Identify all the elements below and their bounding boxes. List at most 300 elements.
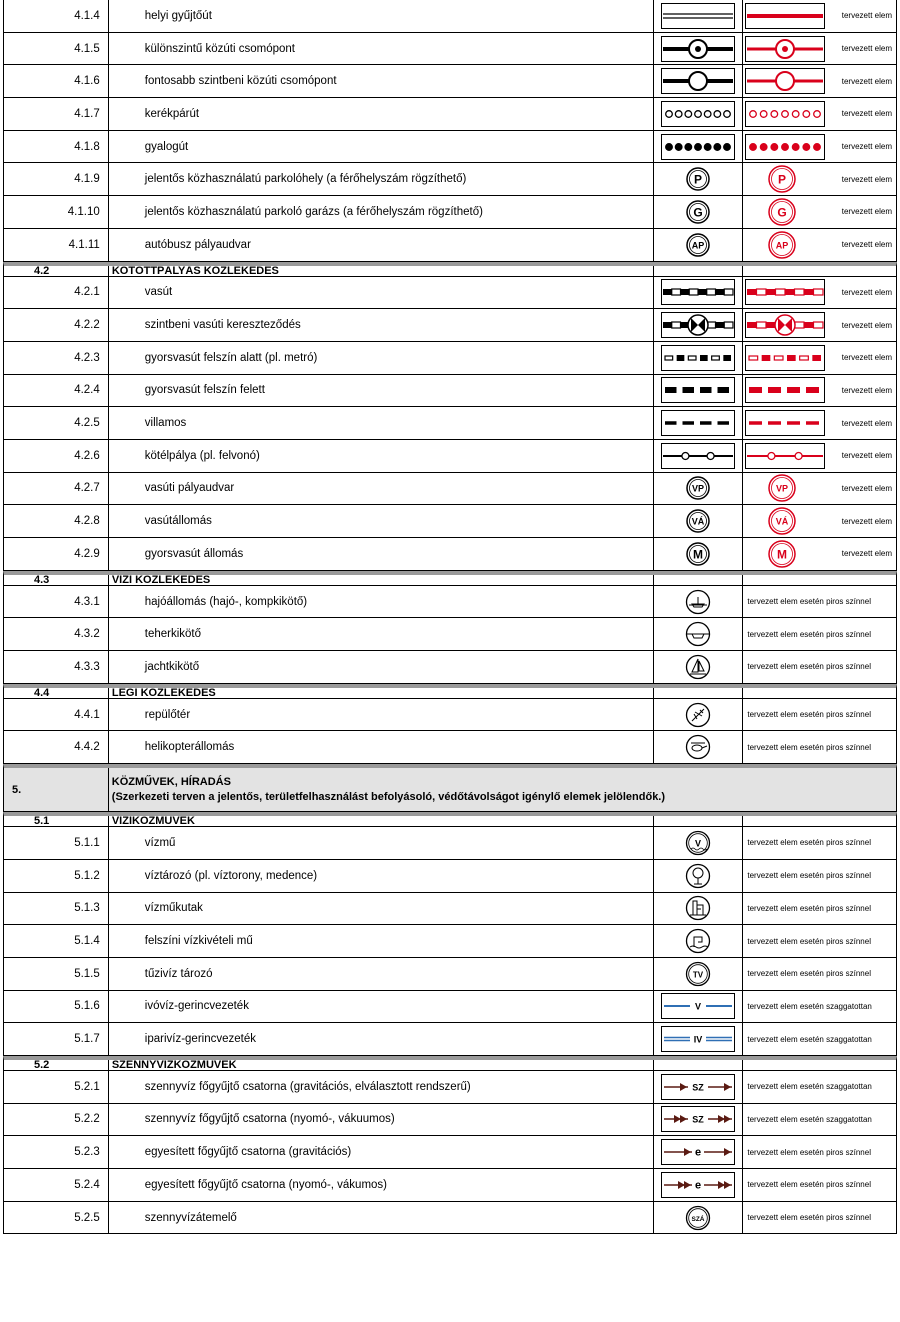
row-code: 5.1.7 bbox=[4, 1023, 109, 1055]
sewer-symbol bbox=[661, 1139, 735, 1165]
badge-symbol bbox=[685, 475, 711, 501]
badge-symbol bbox=[685, 232, 711, 258]
planned-symbol-cell bbox=[743, 375, 896, 407]
legend-row bbox=[3, 33, 897, 66]
line-symbol bbox=[661, 36, 735, 62]
section-header-row bbox=[3, 812, 897, 827]
row-code: 4.4.1 bbox=[4, 699, 109, 731]
row-label: gyorsvasút felszín alatt (pl. metró) bbox=[109, 342, 654, 374]
planned-symbol-cell bbox=[743, 65, 896, 97]
icon-symbol bbox=[685, 961, 711, 987]
existing-symbol-cell bbox=[654, 375, 744, 407]
existing-symbol-cell bbox=[654, 958, 744, 990]
planned-tag: tervezett elem bbox=[841, 418, 892, 428]
line-symbol bbox=[745, 443, 825, 469]
row-code: 5.1.5 bbox=[4, 958, 109, 990]
svg-text:SZ: SZ bbox=[692, 1114, 704, 1125]
planned-symbol-cell bbox=[743, 98, 896, 130]
existing-symbol-cell bbox=[654, 651, 744, 683]
svg-text:V: V bbox=[694, 1001, 701, 1012]
planned-tag: tervezett elem bbox=[841, 44, 892, 54]
planned-note: tervezett elem esetén piros színnel bbox=[747, 597, 871, 607]
pipe-symbol bbox=[661, 993, 735, 1019]
planned-symbol-cell bbox=[743, 505, 896, 537]
badge-text: AP bbox=[776, 240, 789, 251]
sewer-symbol bbox=[661, 1074, 735, 1100]
legend-row bbox=[3, 1136, 897, 1169]
row-label: jelentős közhasználatú parkoló garázs (a férőhelyszám rögzíthető) bbox=[109, 196, 654, 228]
line-symbol bbox=[745, 377, 825, 403]
row-code: 4.3.2 bbox=[4, 618, 109, 650]
planned-tag: tervezett elem bbox=[841, 451, 892, 461]
row-code: 4.3.3 bbox=[4, 651, 109, 683]
line-symbol bbox=[745, 101, 825, 127]
legend-row bbox=[3, 505, 897, 538]
row-code: 5.2.5 bbox=[4, 1202, 109, 1234]
legend-row bbox=[3, 440, 897, 473]
planned-note: tervezett elem esetén piros színnel bbox=[747, 903, 871, 913]
planned-symbol-cell bbox=[743, 586, 896, 618]
planned-symbol-cell bbox=[743, 1023, 896, 1055]
existing-symbol-cell bbox=[654, 1060, 744, 1070]
badge-symbol bbox=[685, 166, 711, 192]
legend-row bbox=[3, 407, 897, 440]
sewer-symbol bbox=[661, 1106, 735, 1132]
existing-symbol-cell bbox=[654, 699, 744, 731]
existing-symbol-cell bbox=[654, 0, 744, 32]
planned-symbol-cell bbox=[743, 407, 896, 439]
svg-text:SZ: SZ bbox=[692, 1082, 704, 1093]
row-label: autóbusz pályaudvar bbox=[109, 229, 654, 261]
row-label: gyalogút bbox=[109, 131, 654, 163]
row-code: 4.2.6 bbox=[4, 440, 109, 472]
legend-row bbox=[3, 827, 897, 860]
planned-symbol-cell bbox=[743, 196, 896, 228]
line-symbol bbox=[745, 68, 825, 94]
line-symbol bbox=[661, 134, 735, 160]
row-code: 4.1.5 bbox=[4, 33, 109, 65]
svg-text:e: e bbox=[694, 1179, 702, 1192]
legend-row bbox=[3, 1023, 897, 1056]
row-label: szennyvíz főgyűjtő csatorna (nyomó-, vákuumos) bbox=[109, 1104, 654, 1136]
row-label: felszíni vízkivételi mű bbox=[109, 925, 654, 957]
planned-symbol-cell bbox=[743, 1071, 896, 1103]
legend-row bbox=[3, 1202, 897, 1235]
planned-symbol-cell bbox=[743, 816, 896, 826]
planned-note: tervezett elem esetén piros színnel bbox=[747, 936, 871, 946]
row-code: 5. bbox=[4, 768, 109, 811]
line-symbol bbox=[661, 68, 735, 94]
icon-symbol bbox=[685, 734, 711, 760]
existing-symbol-cell bbox=[654, 586, 744, 618]
legend-row bbox=[3, 893, 897, 926]
icon-symbol bbox=[685, 1205, 711, 1231]
line-symbol bbox=[661, 410, 735, 436]
row-label: kerékpárút bbox=[109, 98, 654, 130]
section-title: VÍZI KÖZLEKEDÉS bbox=[109, 575, 654, 585]
icon-symbol bbox=[685, 654, 711, 680]
planned-note: tervezett elem esetén piros színnel bbox=[747, 1180, 871, 1190]
badge-text: VP bbox=[691, 483, 704, 494]
planned-symbol-cell bbox=[743, 277, 896, 309]
existing-symbol-cell bbox=[654, 65, 744, 97]
row-code: 4.3 bbox=[4, 575, 109, 585]
row-label: kötélpálya (pl. felvonó) bbox=[109, 440, 654, 472]
section-header-row bbox=[3, 571, 897, 586]
line-symbol bbox=[745, 3, 825, 29]
badge-text: M bbox=[692, 547, 703, 562]
planned-symbol-cell bbox=[743, 266, 896, 276]
planned-symbol-cell bbox=[743, 699, 896, 731]
planned-symbol-cell bbox=[743, 1169, 896, 1201]
legend-row bbox=[3, 163, 897, 196]
legend-table bbox=[3, 0, 897, 1234]
legend-row bbox=[3, 860, 897, 893]
planned-tag: tervezett elem bbox=[841, 385, 892, 395]
row-label: jelentős közhasználatú parkolóhely (a férőhelyszám rögzíthető) bbox=[109, 163, 654, 195]
row-code: 4.2.5 bbox=[4, 407, 109, 439]
existing-symbol-cell bbox=[654, 309, 744, 341]
svg-text:SZÁ: SZÁ bbox=[691, 1215, 705, 1223]
existing-symbol-cell bbox=[654, 1169, 744, 1201]
planned-note: tervezett elem esetén piros színnel bbox=[747, 1213, 871, 1223]
planned-symbol-cell bbox=[743, 688, 896, 698]
row-code: 4.2.8 bbox=[4, 505, 109, 537]
badge-text: M bbox=[777, 547, 788, 562]
chapter-header-row bbox=[3, 764, 897, 812]
row-label: ivóvíz-gerincvezeték bbox=[109, 991, 654, 1023]
planned-note: tervezett elem esetén szaggatottan bbox=[747, 1001, 872, 1011]
sewer-symbol bbox=[661, 1172, 735, 1198]
row-code: 5.1.2 bbox=[4, 860, 109, 892]
section-title: LÉGI KÖZLEKEDÉS bbox=[109, 688, 654, 698]
svg-text:V: V bbox=[694, 838, 701, 849]
row-label: gyorsvasút felszín felett bbox=[109, 375, 654, 407]
planned-note: tervezett elem esetén szaggatottan bbox=[747, 1114, 872, 1124]
row-code: 5.2.2 bbox=[4, 1104, 109, 1136]
planned-note: tervezett elem esetén piros színnel bbox=[747, 871, 871, 881]
line-symbol bbox=[745, 134, 825, 160]
line-symbol bbox=[745, 410, 825, 436]
planned-symbol-cell bbox=[743, 925, 896, 957]
existing-symbol-cell bbox=[654, 440, 744, 472]
planned-symbol-cell bbox=[743, 1060, 896, 1070]
icon-symbol bbox=[685, 863, 711, 889]
badge-text: G bbox=[777, 205, 788, 220]
line-symbol bbox=[661, 443, 735, 469]
existing-symbol-cell bbox=[654, 860, 744, 892]
section-header-row bbox=[3, 262, 897, 277]
planned-symbol-cell bbox=[743, 1104, 896, 1136]
existing-symbol-cell bbox=[654, 816, 744, 826]
planned-note: tervezett elem esetén piros színnel bbox=[747, 662, 871, 672]
pipe-symbol bbox=[661, 1026, 735, 1052]
planned-symbol-cell bbox=[743, 163, 896, 195]
row-label: helikopterállomás bbox=[109, 731, 654, 763]
planned-note: tervezett elem esetén piros színnel bbox=[747, 629, 871, 639]
icon-symbol bbox=[685, 830, 711, 856]
planned-tag: tervezett elem bbox=[841, 109, 892, 119]
badge-symbol bbox=[767, 164, 797, 194]
existing-symbol-cell bbox=[654, 1136, 744, 1168]
legend-row bbox=[3, 277, 897, 310]
existing-symbol-cell bbox=[654, 163, 744, 195]
planned-tag: tervezett elem bbox=[841, 76, 892, 86]
existing-symbol-cell bbox=[654, 1104, 744, 1136]
line-symbol bbox=[745, 36, 825, 62]
planned-symbol-cell bbox=[743, 575, 896, 585]
planned-symbol-cell bbox=[743, 440, 896, 472]
existing-symbol-cell bbox=[654, 538, 744, 570]
badge-symbol bbox=[767, 506, 797, 536]
existing-symbol-cell bbox=[654, 98, 744, 130]
planned-tag: tervezett elem bbox=[841, 207, 892, 217]
planned-note: tervezett elem esetén piros színnel bbox=[747, 838, 871, 848]
planned-tag: tervezett elem bbox=[841, 353, 892, 363]
row-code: 4.1.7 bbox=[4, 98, 109, 130]
existing-symbol-cell bbox=[654, 266, 744, 276]
planned-tag: tervezett elem bbox=[841, 11, 892, 21]
legend-row bbox=[3, 1169, 897, 1202]
line-symbol bbox=[661, 101, 735, 127]
line-symbol bbox=[745, 279, 825, 305]
legend-row bbox=[3, 925, 897, 958]
planned-symbol-cell bbox=[743, 229, 896, 261]
row-code: 4.2.1 bbox=[4, 277, 109, 309]
planned-symbol-cell bbox=[743, 538, 896, 570]
row-label: villamos bbox=[109, 407, 654, 439]
planned-note: tervezett elem esetén piros színnel bbox=[747, 969, 871, 979]
planned-note: tervezett elem esetén piros színnel bbox=[747, 710, 871, 720]
existing-symbol-cell bbox=[654, 827, 744, 859]
existing-symbol-cell bbox=[654, 1023, 744, 1055]
row-label: egyesített főgyűjtő csatorna (nyomó-, vákumos) bbox=[109, 1169, 654, 1201]
svg-text:e: e bbox=[694, 1146, 702, 1159]
legend-row bbox=[3, 65, 897, 98]
row-code: 5.2.3 bbox=[4, 1136, 109, 1168]
planned-symbol-cell bbox=[743, 342, 896, 374]
line-symbol bbox=[661, 279, 735, 305]
badge-symbol bbox=[767, 473, 797, 503]
existing-symbol-cell bbox=[654, 925, 744, 957]
legend-row bbox=[3, 699, 897, 732]
planned-tag: tervezett elem bbox=[841, 516, 892, 526]
row-label: víztározó (pl. víztorony, medence) bbox=[109, 860, 654, 892]
existing-symbol-cell bbox=[654, 731, 744, 763]
existing-symbol-cell bbox=[654, 277, 744, 309]
planned-symbol-cell bbox=[743, 860, 896, 892]
row-label: gyorsvasút állomás bbox=[109, 538, 654, 570]
row-code: 4.2 bbox=[4, 266, 109, 276]
row-code: 4.1.4 bbox=[4, 0, 109, 32]
row-code: 4.2.2 bbox=[4, 309, 109, 341]
row-label: hajóállomás (hajó-, kompkikötő) bbox=[109, 586, 654, 618]
legend-row bbox=[3, 98, 897, 131]
existing-symbol-cell bbox=[654, 1071, 744, 1103]
row-code: 5.2 bbox=[4, 1060, 109, 1070]
row-code: 4.1.8 bbox=[4, 131, 109, 163]
row-label: iparivíz-gerincvezeték bbox=[109, 1023, 654, 1055]
badge-symbol bbox=[767, 539, 797, 569]
legend-row bbox=[3, 618, 897, 651]
icon-symbol bbox=[685, 621, 711, 647]
existing-symbol-cell bbox=[654, 229, 744, 261]
legend-row bbox=[3, 0, 897, 33]
existing-symbol-cell bbox=[654, 407, 744, 439]
legend-row bbox=[3, 586, 897, 619]
row-label: különszintű közúti csomópont bbox=[109, 33, 654, 65]
row-label: repülőtér bbox=[109, 699, 654, 731]
planned-note: tervezett elem esetén szaggatottan bbox=[747, 1034, 872, 1044]
planned-tag: tervezett elem bbox=[841, 549, 892, 559]
planned-symbol-cell bbox=[743, 1202, 896, 1234]
badge-text: P bbox=[693, 172, 702, 187]
existing-symbol-cell bbox=[654, 131, 744, 163]
badge-text: VÁ bbox=[776, 516, 789, 527]
row-code: 4.1.9 bbox=[4, 163, 109, 195]
line-symbol bbox=[661, 3, 735, 29]
planned-tag: tervezett elem bbox=[841, 483, 892, 493]
line-symbol bbox=[661, 377, 735, 403]
existing-symbol-cell bbox=[654, 688, 744, 698]
legend-row bbox=[3, 229, 897, 262]
planned-note: tervezett elem esetén piros színnel bbox=[747, 742, 871, 752]
badge-symbol bbox=[685, 541, 711, 567]
row-code: 4.1.10 bbox=[4, 196, 109, 228]
legend-row bbox=[3, 538, 897, 571]
planned-symbol-cell bbox=[743, 893, 896, 925]
row-label: egyesített főgyűjtő csatorna (gravitációs) bbox=[109, 1136, 654, 1168]
planned-symbol-cell bbox=[743, 309, 896, 341]
row-code: 4.1.6 bbox=[4, 65, 109, 97]
icon-symbol bbox=[685, 895, 711, 921]
legend-row bbox=[3, 651, 897, 684]
planned-symbol-cell bbox=[743, 1136, 896, 1168]
existing-symbol-cell bbox=[654, 991, 744, 1023]
legend-row bbox=[3, 1104, 897, 1137]
planned-tag: tervezett elem bbox=[841, 142, 892, 152]
row-label: vasút bbox=[109, 277, 654, 309]
badge-text: VÁ bbox=[691, 516, 705, 527]
planned-symbol-cell bbox=[743, 0, 896, 32]
row-label: teherkikötő bbox=[109, 618, 654, 650]
section-title: SZENNYVÍZKÖZMŰVEK bbox=[109, 1060, 654, 1070]
planned-symbol-cell bbox=[743, 827, 896, 859]
chapter-note: (Szerkezeti terven a jelentős, területfelhasználást befolyásoló, védőtávolságot igénylő elemek jelölendők.) bbox=[111, 790, 666, 803]
badge-symbol bbox=[685, 508, 711, 534]
legend-row bbox=[3, 473, 897, 506]
legend-row bbox=[3, 1071, 897, 1104]
row-code: 5.1.6 bbox=[4, 991, 109, 1023]
row-label: szintbeni vasúti kereszteződés bbox=[109, 309, 654, 341]
legend-row bbox=[3, 991, 897, 1024]
row-label: fontosabb szintbeni közúti csomópont bbox=[109, 65, 654, 97]
legend-row bbox=[3, 309, 897, 342]
existing-symbol-cell bbox=[654, 473, 744, 505]
existing-symbol-cell bbox=[654, 893, 744, 925]
planned-symbol-cell bbox=[743, 33, 896, 65]
legend-row bbox=[3, 731, 897, 764]
existing-symbol-cell bbox=[654, 505, 744, 537]
row-label: vízmű bbox=[109, 827, 654, 859]
section-header-row bbox=[3, 684, 897, 699]
legend-row bbox=[3, 958, 897, 991]
icon-symbol bbox=[685, 589, 711, 615]
existing-symbol-cell bbox=[654, 1202, 744, 1234]
row-code: 5.1.4 bbox=[4, 925, 109, 957]
planned-note: tervezett elem esetén piros színnel bbox=[747, 1147, 871, 1157]
badge-text: VP bbox=[776, 483, 789, 494]
planned-symbol-cell bbox=[743, 958, 896, 990]
badge-text: G bbox=[693, 205, 703, 220]
row-code: 5.2.1 bbox=[4, 1071, 109, 1103]
line-symbol bbox=[661, 312, 735, 338]
row-code: 4.2.7 bbox=[4, 473, 109, 505]
row-code: 5.1.1 bbox=[4, 827, 109, 859]
row-code: 5.1.3 bbox=[4, 893, 109, 925]
planned-symbol-cell bbox=[743, 731, 896, 763]
existing-symbol-cell bbox=[654, 342, 744, 374]
planned-tag: tervezett elem bbox=[841, 174, 892, 184]
planned-tag: tervezett elem bbox=[841, 320, 892, 330]
row-code: 5.1 bbox=[4, 816, 109, 826]
row-code: 4.3.1 bbox=[4, 586, 109, 618]
row-label: szennyvíz főgyűjtő csatorna (gravitációs, elválasztott rendszerű) bbox=[109, 1071, 654, 1103]
chapter-label: KÖZMŰVEK, HÍRADÁS bbox=[111, 775, 231, 788]
planned-symbol-cell bbox=[743, 651, 896, 683]
existing-symbol-cell bbox=[654, 33, 744, 65]
badge-symbol bbox=[685, 199, 711, 225]
section-header-row bbox=[3, 1056, 897, 1071]
badge-symbol bbox=[767, 197, 797, 227]
row-label: szennyvízátemelő bbox=[109, 1202, 654, 1234]
existing-symbol-cell bbox=[654, 618, 744, 650]
line-symbol bbox=[745, 312, 825, 338]
existing-symbol-cell bbox=[654, 575, 744, 585]
row-code: 4.2.4 bbox=[4, 375, 109, 407]
row-label: tűzivíz tározó bbox=[109, 958, 654, 990]
planned-tag: tervezett elem bbox=[841, 240, 892, 250]
legend-row bbox=[3, 375, 897, 408]
line-symbol bbox=[661, 345, 735, 371]
chapter-title bbox=[109, 768, 896, 811]
existing-symbol-cell bbox=[654, 196, 744, 228]
icon-symbol bbox=[685, 702, 711, 728]
row-code: 4.4 bbox=[4, 688, 109, 698]
row-label: vasúti pályaudvar bbox=[109, 473, 654, 505]
row-code: 4.1.11 bbox=[4, 229, 109, 261]
row-code: 4.4.2 bbox=[4, 731, 109, 763]
section-title: VÍZIKÖZMŰVEK bbox=[109, 816, 654, 826]
row-code: 5.2.4 bbox=[4, 1169, 109, 1201]
legend-row bbox=[3, 342, 897, 375]
row-code: 4.2.3 bbox=[4, 342, 109, 374]
planned-symbol-cell bbox=[743, 131, 896, 163]
row-label: helyi gyűjtőút bbox=[109, 0, 654, 32]
row-code: 4.2.9 bbox=[4, 538, 109, 570]
svg-text:IV: IV bbox=[693, 1034, 703, 1045]
section-title: KÖTÖTTPÁLYÁS KÖZLEKEDÉS bbox=[109, 266, 654, 276]
svg-text:TV: TV bbox=[692, 970, 704, 980]
planned-symbol-cell bbox=[743, 991, 896, 1023]
legend-row bbox=[3, 196, 897, 229]
planned-symbol-cell bbox=[743, 618, 896, 650]
row-label: jachtkikötő bbox=[109, 651, 654, 683]
line-symbol bbox=[745, 345, 825, 371]
planned-tag: tervezett elem bbox=[841, 287, 892, 297]
badge-text: P bbox=[778, 172, 787, 187]
badge-symbol bbox=[767, 230, 797, 260]
